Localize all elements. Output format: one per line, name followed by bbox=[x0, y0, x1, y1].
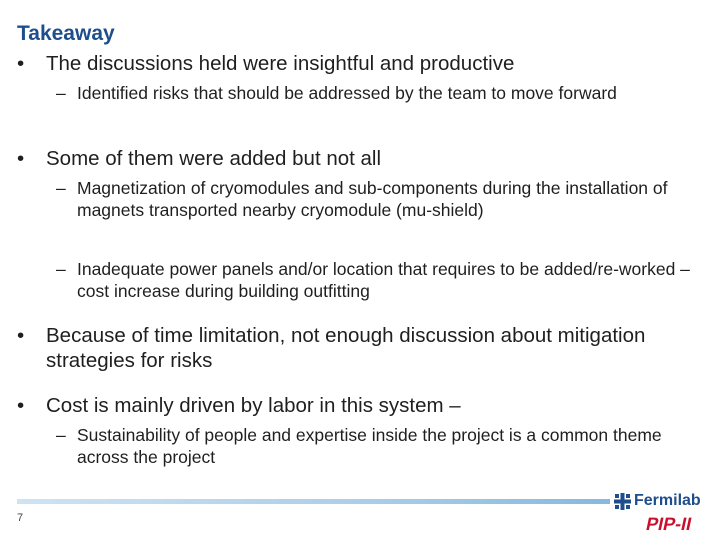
fermilab-logo-text: Fermilab bbox=[634, 492, 701, 509]
sub-bullet-marker: – bbox=[56, 178, 66, 198]
bullet-text: Some of them were added but not all bbox=[46, 147, 382, 170]
sub-bullet-item bbox=[56, 82, 696, 128]
page-number: 7 bbox=[17, 512, 24, 524]
bullet-item bbox=[17, 393, 707, 418]
sub-bullet-text: Inadequate power panels and/or location that requires to be added/re-worked – cost increase during building outfitting bbox=[77, 259, 690, 301]
sub-bullet-text: Magnetization of cryomodules and sub-components during the installation of magnets transported nearby cryomodule (mu-shield) bbox=[77, 178, 668, 220]
sub-bullet-marker: – bbox=[56, 425, 66, 445]
bullet-text: Because of time limitation, not enough discussion about mitigation strategies for risks bbox=[46, 324, 646, 372]
sub-bullet-item bbox=[56, 258, 696, 304]
sub-bullet-item bbox=[56, 177, 696, 245]
sub-bullet-text: Sustainability of people and expertise inside the project is a common theme across the project bbox=[77, 425, 662, 467]
bullet-item bbox=[17, 146, 707, 171]
sub-bullet-marker: – bbox=[56, 83, 66, 103]
bullet-item bbox=[17, 323, 707, 375]
bullet-text: Cost is mainly driven by labor in this system – bbox=[46, 394, 461, 417]
pip-ii-logo bbox=[633, 512, 703, 534]
sub-bullet-text: Identified risks that should be addressed by the team to move forward bbox=[77, 83, 617, 103]
fermilab-mark-icon bbox=[614, 493, 631, 510]
bullet-marker: • bbox=[17, 52, 25, 75]
bullet-text: The discussions held were insightful and productive bbox=[46, 52, 515, 75]
bullet-marker: • bbox=[17, 147, 25, 170]
slide-title: Takeaway bbox=[17, 22, 115, 45]
sub-bullet-item bbox=[56, 424, 696, 470]
bullet-item bbox=[17, 51, 707, 76]
bullet-marker: • bbox=[17, 324, 25, 347]
footer-divider-bar bbox=[17, 499, 610, 504]
svg-text:PIP-II: PIP-II bbox=[644, 514, 694, 534]
sub-bullet-marker: – bbox=[56, 259, 66, 279]
fermilab-logo bbox=[614, 490, 710, 512]
bullet-marker: • bbox=[17, 394, 25, 417]
